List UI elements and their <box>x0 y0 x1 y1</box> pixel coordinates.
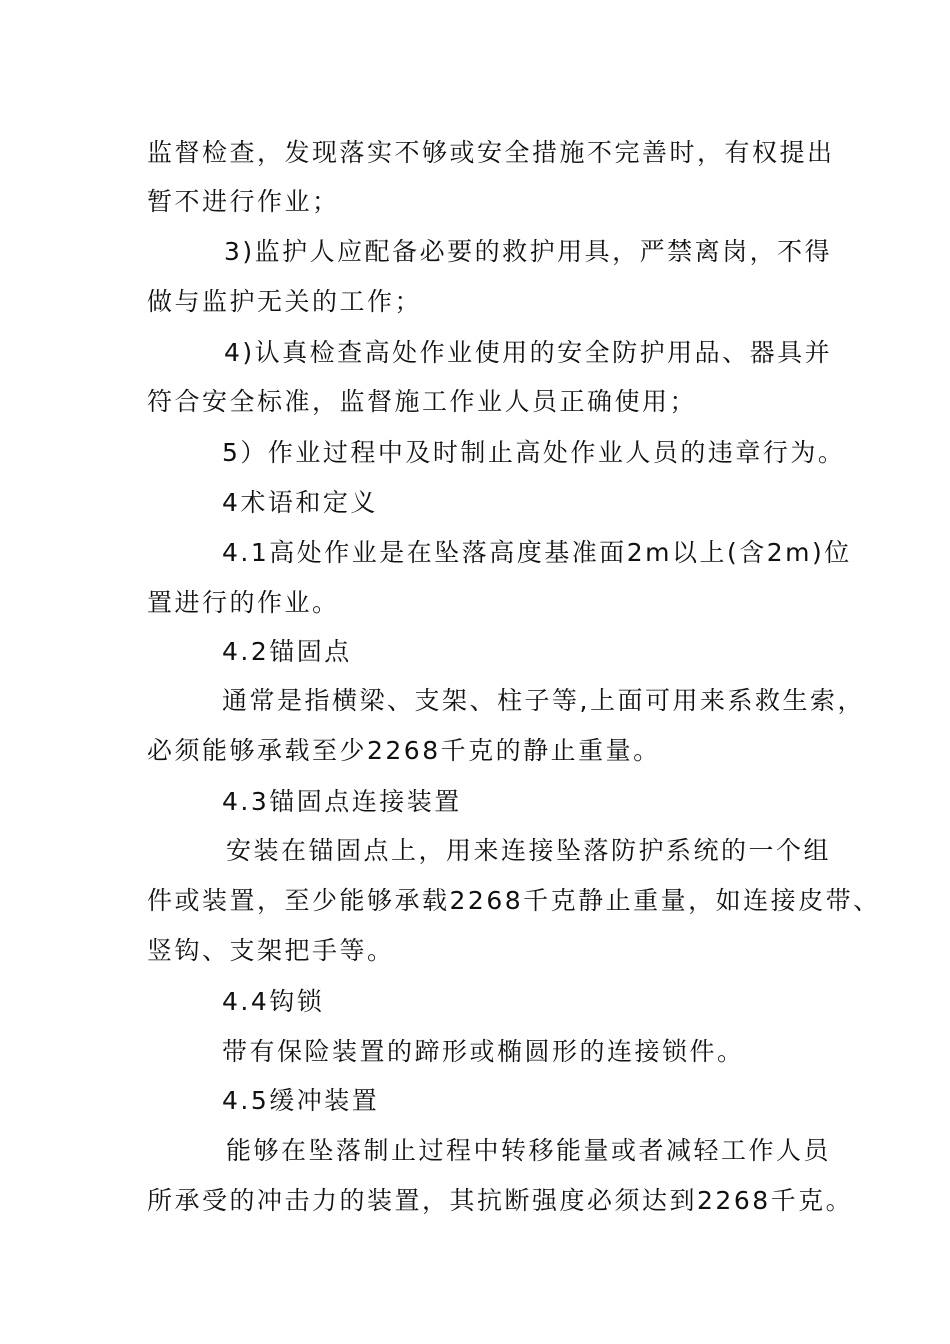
section-heading: 4.5缓冲装置 <box>222 1086 380 1115</box>
text-line: 带有保险装置的蹄形或椭圆形的连接锁件。 <box>222 1037 745 1066</box>
text-line: 监督检查，发现落实不够或安全措施不完善时，有权提出 <box>147 138 835 167</box>
section-heading: 4术语和定义 <box>222 488 378 517</box>
text-line: 竖钩、支架把手等。 <box>147 936 395 965</box>
text-line: 5）作业过程中及时制止高处作业人员的违章行为。 <box>222 438 846 467</box>
text-line: 4)认真检查高处作业使用的安全防护用品、器具并 <box>224 338 833 367</box>
text-line: 4.1高处作业是在坠落高度基准面2m以上(含2m)位 <box>222 538 852 567</box>
text-line: 做与监护无关的工作； <box>147 287 423 316</box>
text-line: 符合安全标准，监督施工作业人员正确使用； <box>147 387 698 416</box>
text-line: 能够在坠落制止过程中转移能量或者减轻工作人员 <box>226 1136 832 1165</box>
text-line: 安装在锚固点上，用来连接坠落防护系统的一个组 <box>226 836 832 865</box>
text-line: 3)监护人应配备必要的救护用具，严禁离岗，不得 <box>224 237 833 266</box>
text-line: 必须能够承载至少2268千克的静止重量。 <box>147 736 661 765</box>
section-heading: 4.4钩锁 <box>222 987 325 1016</box>
text-line: 件或装置，至少能够承载2268千克静止重量，如连接皮带、 <box>147 886 881 915</box>
text-line: 所承受的冲击力的装置，其抗断强度必须达到2268千克。 <box>147 1186 854 1215</box>
text-line: 通常是指横梁、支架、柱子等,上面可用来系救生索， <box>222 686 865 715</box>
section-heading: 4.3锚固点连接装置 <box>222 787 462 816</box>
section-heading: 4.2锚固点 <box>222 637 352 666</box>
text-line: 置进行的作业。 <box>147 588 340 617</box>
text-line: 暂不进行作业； <box>147 187 340 216</box>
